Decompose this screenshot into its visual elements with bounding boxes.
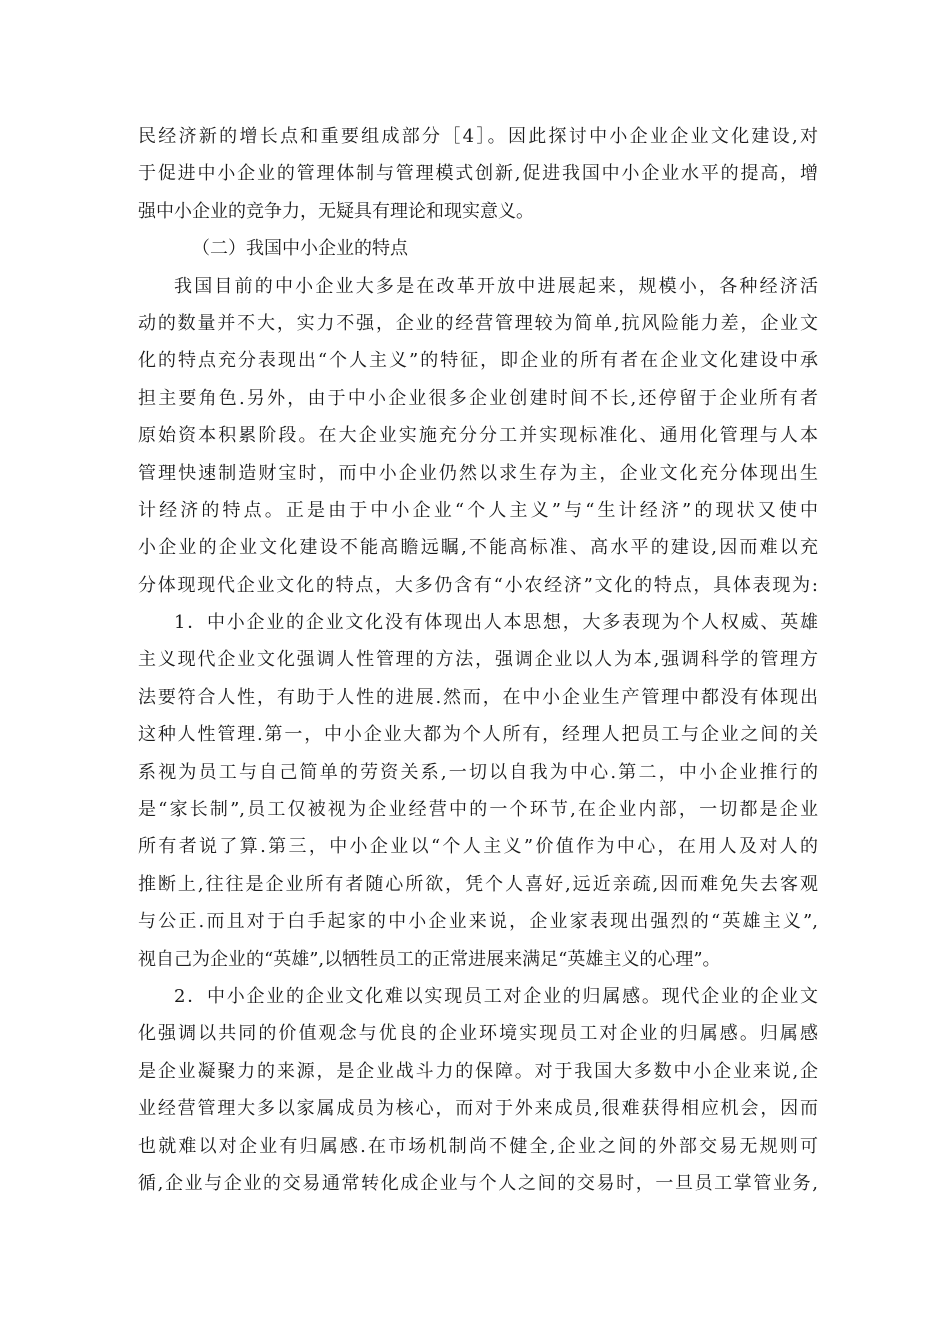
text-line: 法要符合人性，有助于人性的进展.然而，在中小企业生产管理中都没有体现出 [138, 686, 818, 708]
text-line: 动的数量并不大，实力不强，企业的经营管理较为简单,抗风险能力差，企业文 [138, 312, 818, 334]
text-line: 是“家长制”,员工仅被视为企业经营中的一个环节,在企业内部，一切都是企业 [138, 799, 818, 821]
text-line: 担主要角色.另外，由于中小企业很多企业创建时间不长,还停留于企业所有者 [138, 387, 818, 409]
text-line: 分体现现代企业文化的特点，大多仍含有“小农经济”文化的特点，具体表现为: [138, 574, 818, 596]
text-line: 所有者说了算.第三，中小企业以“个人主义”价值作为中心，在用人及对人的 [138, 836, 818, 858]
text-line: 与公正.而且对于白手起家的中小企业来说，企业家表现出强烈的“英雄主义”, [138, 911, 818, 933]
text-line: 1．中小企业的企业文化没有体现出人本思想，大多表现为个人权威、英雄 [174, 612, 818, 634]
text-line: 这种人性管理.第一，中小企业大都为个人所有，经理人把员工与企业之间的关 [138, 724, 818, 746]
text-line: 主义现代企业文化强调人性管理的方法，强调企业以人为本,强调科学的管理方 [138, 649, 818, 671]
text-line: 视自己为企业的“英雄”,以牺牲员工的正常进展来满足“英雄主义的心理”。 [138, 948, 721, 970]
text-line: 于促进中小企业的管理体制与管理模式创新,促进我国中小企业水平的提高，增 [138, 163, 818, 185]
text-line: 强中小企业的竞争力，无疑具有理论和现实意义。 [138, 200, 534, 222]
text-line: 化强调以共同的价值观念与优良的企业环境实现员工对企业的归属感。归属感 [138, 1023, 818, 1045]
section-heading: （二）我国中小企业的特点 [192, 238, 408, 260]
text-line: 也就难以对企业有归属感.在市场机制尚不健全,企业之间的外部交易无规则可 [138, 1135, 818, 1157]
text-line: 推断上,往往是企业所有者随心所欲，凭个人喜好,远近亲疏,因而难免失去客观 [138, 873, 818, 895]
text-line: 小企业的企业文化建设不能高瞻远瞩,不能高标准、高水平的建设,因而难以充 [138, 537, 818, 559]
text-line: 计经济的特点。正是由于中小企业“个人主义”与“生计经济”的现状又使中 [138, 499, 818, 521]
text-line: 民经济新的增长点和重要组成部分［4］。因此探讨中小企业企业文化建设,对 [138, 126, 818, 147]
text-line: 系视为员工与自己简单的劳资关系,一切以自我为中心.第二，中小企业推行的 [138, 761, 818, 783]
text-line: 业经营管理大多以家属成员为核心，而对于外来成员,很难获得相应机会，因而 [138, 1098, 818, 1120]
body-text [138, 118, 818, 1202]
text-line: 2．中小企业的企业文化难以实现员工对企业的归属感。现代企业的企业文 [174, 985, 818, 1007]
text-line: 原始资本积累阶段。在大企业实施充分分工并实现标准化、通用化管理与人本 [138, 425, 818, 447]
text-line: 管理快速制造财宝时，而中小企业仍然以求生存为主，企业文化充分体现出生 [138, 462, 818, 484]
text-line: 循,企业与企业的交易通常转化成企业与个人之间的交易时，一旦员工掌管业务, [138, 1172, 818, 1194]
text-line: 是企业凝聚力的来源，是企业战斗力的保障。对于我国大多数中小企业来说,企 [138, 1060, 818, 1082]
text-line: 我国目前的中小企业大多是在改革开放中进展起来，规模小，各种经济活 [174, 275, 818, 297]
text-line: 化的特点充分表现出“个人主义”的特征，即企业的所有者在企业文化建设中承 [138, 350, 818, 372]
